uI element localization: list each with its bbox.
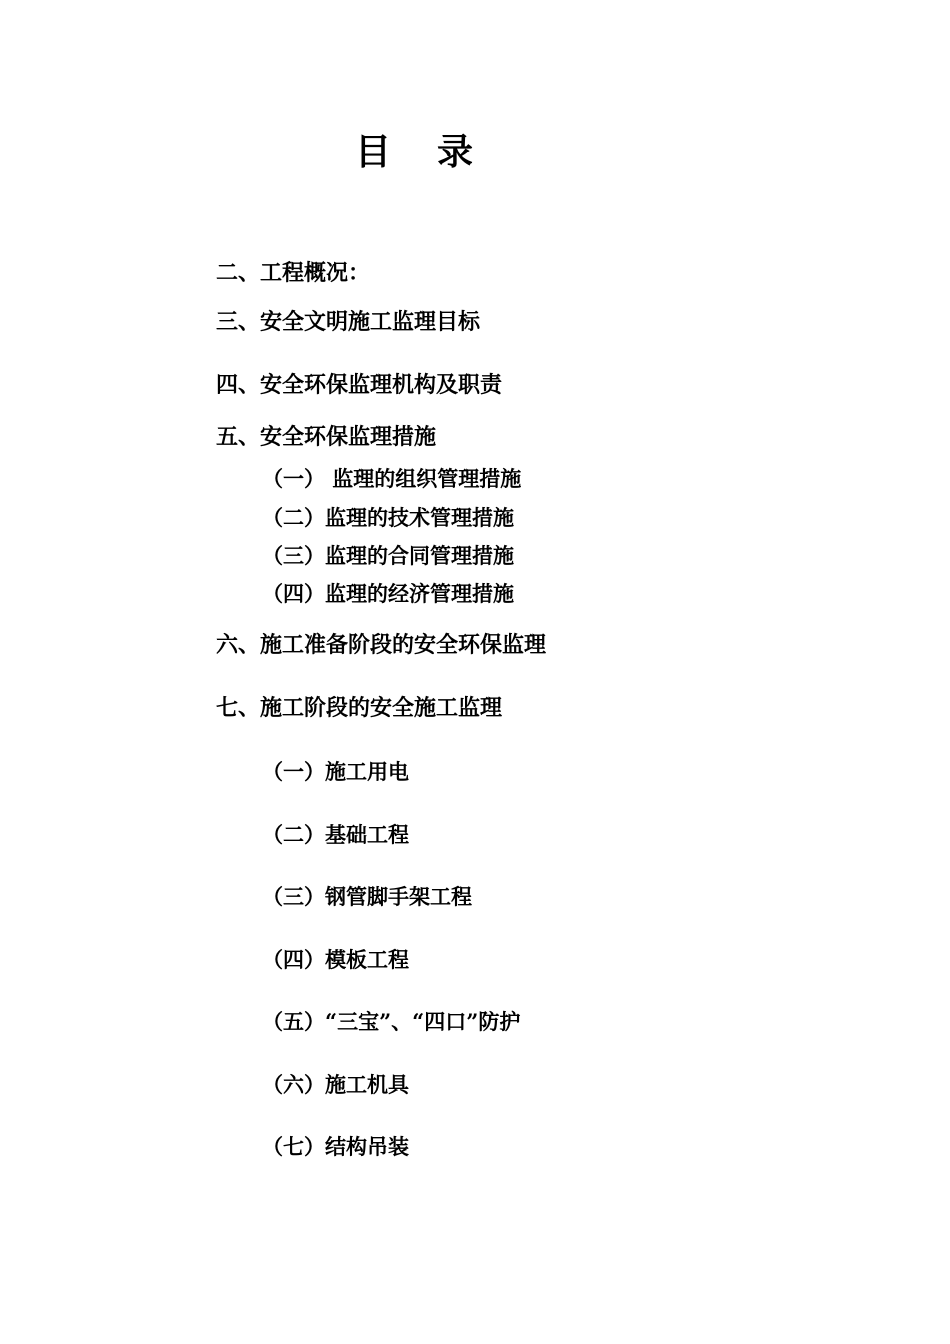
toc-subentry: （二）基础工程 bbox=[262, 822, 409, 847]
toc-entry: 六、施工准备阶段的安全环保监理 bbox=[216, 632, 547, 658]
toc-entry: 五、安全环保监理措施 bbox=[216, 424, 437, 450]
toc-subentry: （一）施工用电 bbox=[262, 759, 409, 784]
toc-subentry: （三）监理的合同管理措施 bbox=[262, 543, 514, 568]
toc-subentry: （三）钢管脚手架工程 bbox=[262, 884, 472, 909]
toc-entry: 四、安全环保监理机构及职责 bbox=[216, 372, 503, 398]
toc-entry: 二、工程概况： bbox=[216, 260, 371, 286]
toc-subentry: （六）施工机具 bbox=[262, 1072, 409, 1097]
toc-entry: 七、施工阶段的安全施工监理 bbox=[216, 695, 503, 721]
toc-subentry: （二）监理的技术管理措施 bbox=[262, 505, 514, 530]
toc-entry: 三、安全文明施工监理目标 bbox=[216, 309, 481, 335]
toc-subentry: （四）模板工程 bbox=[262, 947, 409, 972]
toc-subentry: （五）“三宝”、“四口”防护 bbox=[262, 1009, 521, 1034]
toc-subentry: （一） 监理的组织管理措施 bbox=[262, 466, 522, 491]
toc-title: 目录 bbox=[355, 131, 520, 173]
toc-subentry: （四）监理的经济管理措施 bbox=[262, 581, 514, 606]
toc-subentry: （七）结构吊装 bbox=[262, 1134, 409, 1159]
